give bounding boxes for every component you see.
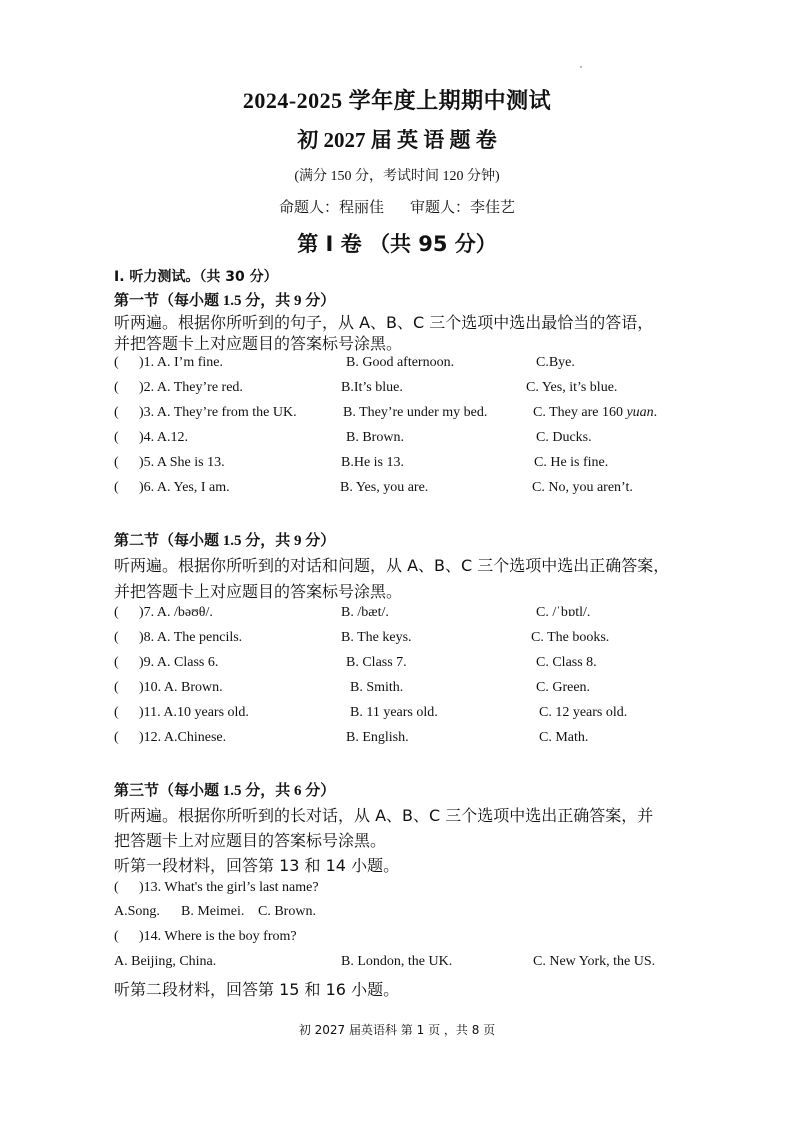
exam-title: 2024-2025 学年度上期期中测试: [242, 88, 552, 113]
exam-page: 2024-2025 学年度上期期中测试 初 2027 届 英 语 题 卷 (满分 150 分，考试时间 120 分钟) 命题人：程丽佳 审题人：李佳艺 第 I 卷 （共 95 分） Ⅰ. 听力测试。（共 30 分） 第一节（每小题 1.5 分，共 9 分） 听两遍。根据你所听到的句子，从 A、B、C 三个选项中选出最恰当的答语， 并把答题卡上对应题目的答案标号涂黑。 ( )1. A. I’m fine. B. Good afternoon. C.Bye. ( )2. A. They’re red. B.It’s blue. C. Yes, it’s blue. ( )3. A. They’re from the UK. B. They’re under my bed. C. They are 160 yuan. ( )4. A.12. B. Brown. C. Ducks. ( )5. A She is 13. B.He is 13. C. He is fine. ( )6. A. Yes, I am. B. Yes, you are. C. No, you aren’t. 第二节（每小题 1.5 分，共 9 分） 听两遍。根据你所听到的对话和问题，从 A、B、C 三个选项中选出正确答案， 并把答题卡上对应题目的答案标号涂黑。 ( )7. A. /bəʊθ/. B. /bæt/. C. /ˈbɒtl/. ( )8. A. The pencils. B. The keys. C. The books. ( )9. A. Class 6. B. Class 7. C. Class 8. ( )10. A. Brown. B. Smith. C. Green. ( )11. A.10 years old. B. 11 years old. C. 12 years old. ( )12. A.Chinese. B. English. C. Math. 第三节（每小题 1.5 分，共 6 分） 听两遍。根据你所听到的长对话，从 A、B、C 三个选项中选出正确答案，并 把答题卡上对应题目的答案标号涂黑。 听第一段材料，回答第 13 和 14 小题。 ( )13. What's the girl’s last name? A.Song. B. Meimei. C. Brown. ( )14. Where is the boy from? A. Beijing, China. B. London, the UK. C. New York, the US. 听第二段材料，回答第 15 和 16 小题。 初 2027 届英语科 第 1 页 ，共 8 页: [0, 0, 794, 1123]
section3-title: 第三节（每小题 1.5 分，共 6 分）: [114, 783, 336, 799]
page-footer: 初 2027 届英语科 第 1 页 ，共 8 页: [298, 1023, 496, 1037]
section2-title: 第二节（每小题 1.5 分，共 9 分）: [114, 533, 336, 549]
section2-instruction-line1: 听两遍。根据你所听到的对话和问题，从 A、B、C 三个选项中选出正确答案，: [114, 556, 670, 575]
section3-instruction-line1: 听两遍。根据你所听到的长对话，从 A、B、C 三个选项中选出正确答案，并: [114, 806, 654, 825]
scan-speck: [580, 66, 582, 68]
material1-note: 听第一段材料，回答第 13 和 14 小题。: [114, 856, 400, 875]
section1-instruction-line2: 并把答题卡上对应题目的答案标号涂黑。: [114, 334, 403, 353]
exam-subtitle: 初 2027 届 英 语 题 卷: [297, 128, 497, 152]
material2-note: 听第二段材料，回答第 15 和 16 小题。: [114, 980, 400, 999]
exam-authors: [0, 196, 794, 217]
section1-title: 第一节（每小题 1.5 分，共 9 分）: [114, 293, 336, 309]
exam-info: (满分 150 分，考试时间 120 分钟): [294, 169, 500, 184]
setter-name: 命题人：程丽佳: [278, 198, 384, 216]
reviewer-name: 审题人：李佳艺: [410, 198, 516, 216]
section1-instruction-line1: 听两遍。根据你所听到的句子，从 A、B、C 三个选项中选出最恰当的答语，: [114, 313, 654, 332]
section2-instruction-line2: 并把答题卡上对应题目的答案标号涂黑。: [114, 582, 403, 601]
section3-instruction-line2: 把答题卡上对应题目的答案标号涂黑。: [114, 831, 387, 850]
volume-title: 第 I 卷 （共 95 分）: [297, 232, 497, 256]
part1-title: Ⅰ. 听力测试。（共 30 分）: [114, 269, 278, 285]
